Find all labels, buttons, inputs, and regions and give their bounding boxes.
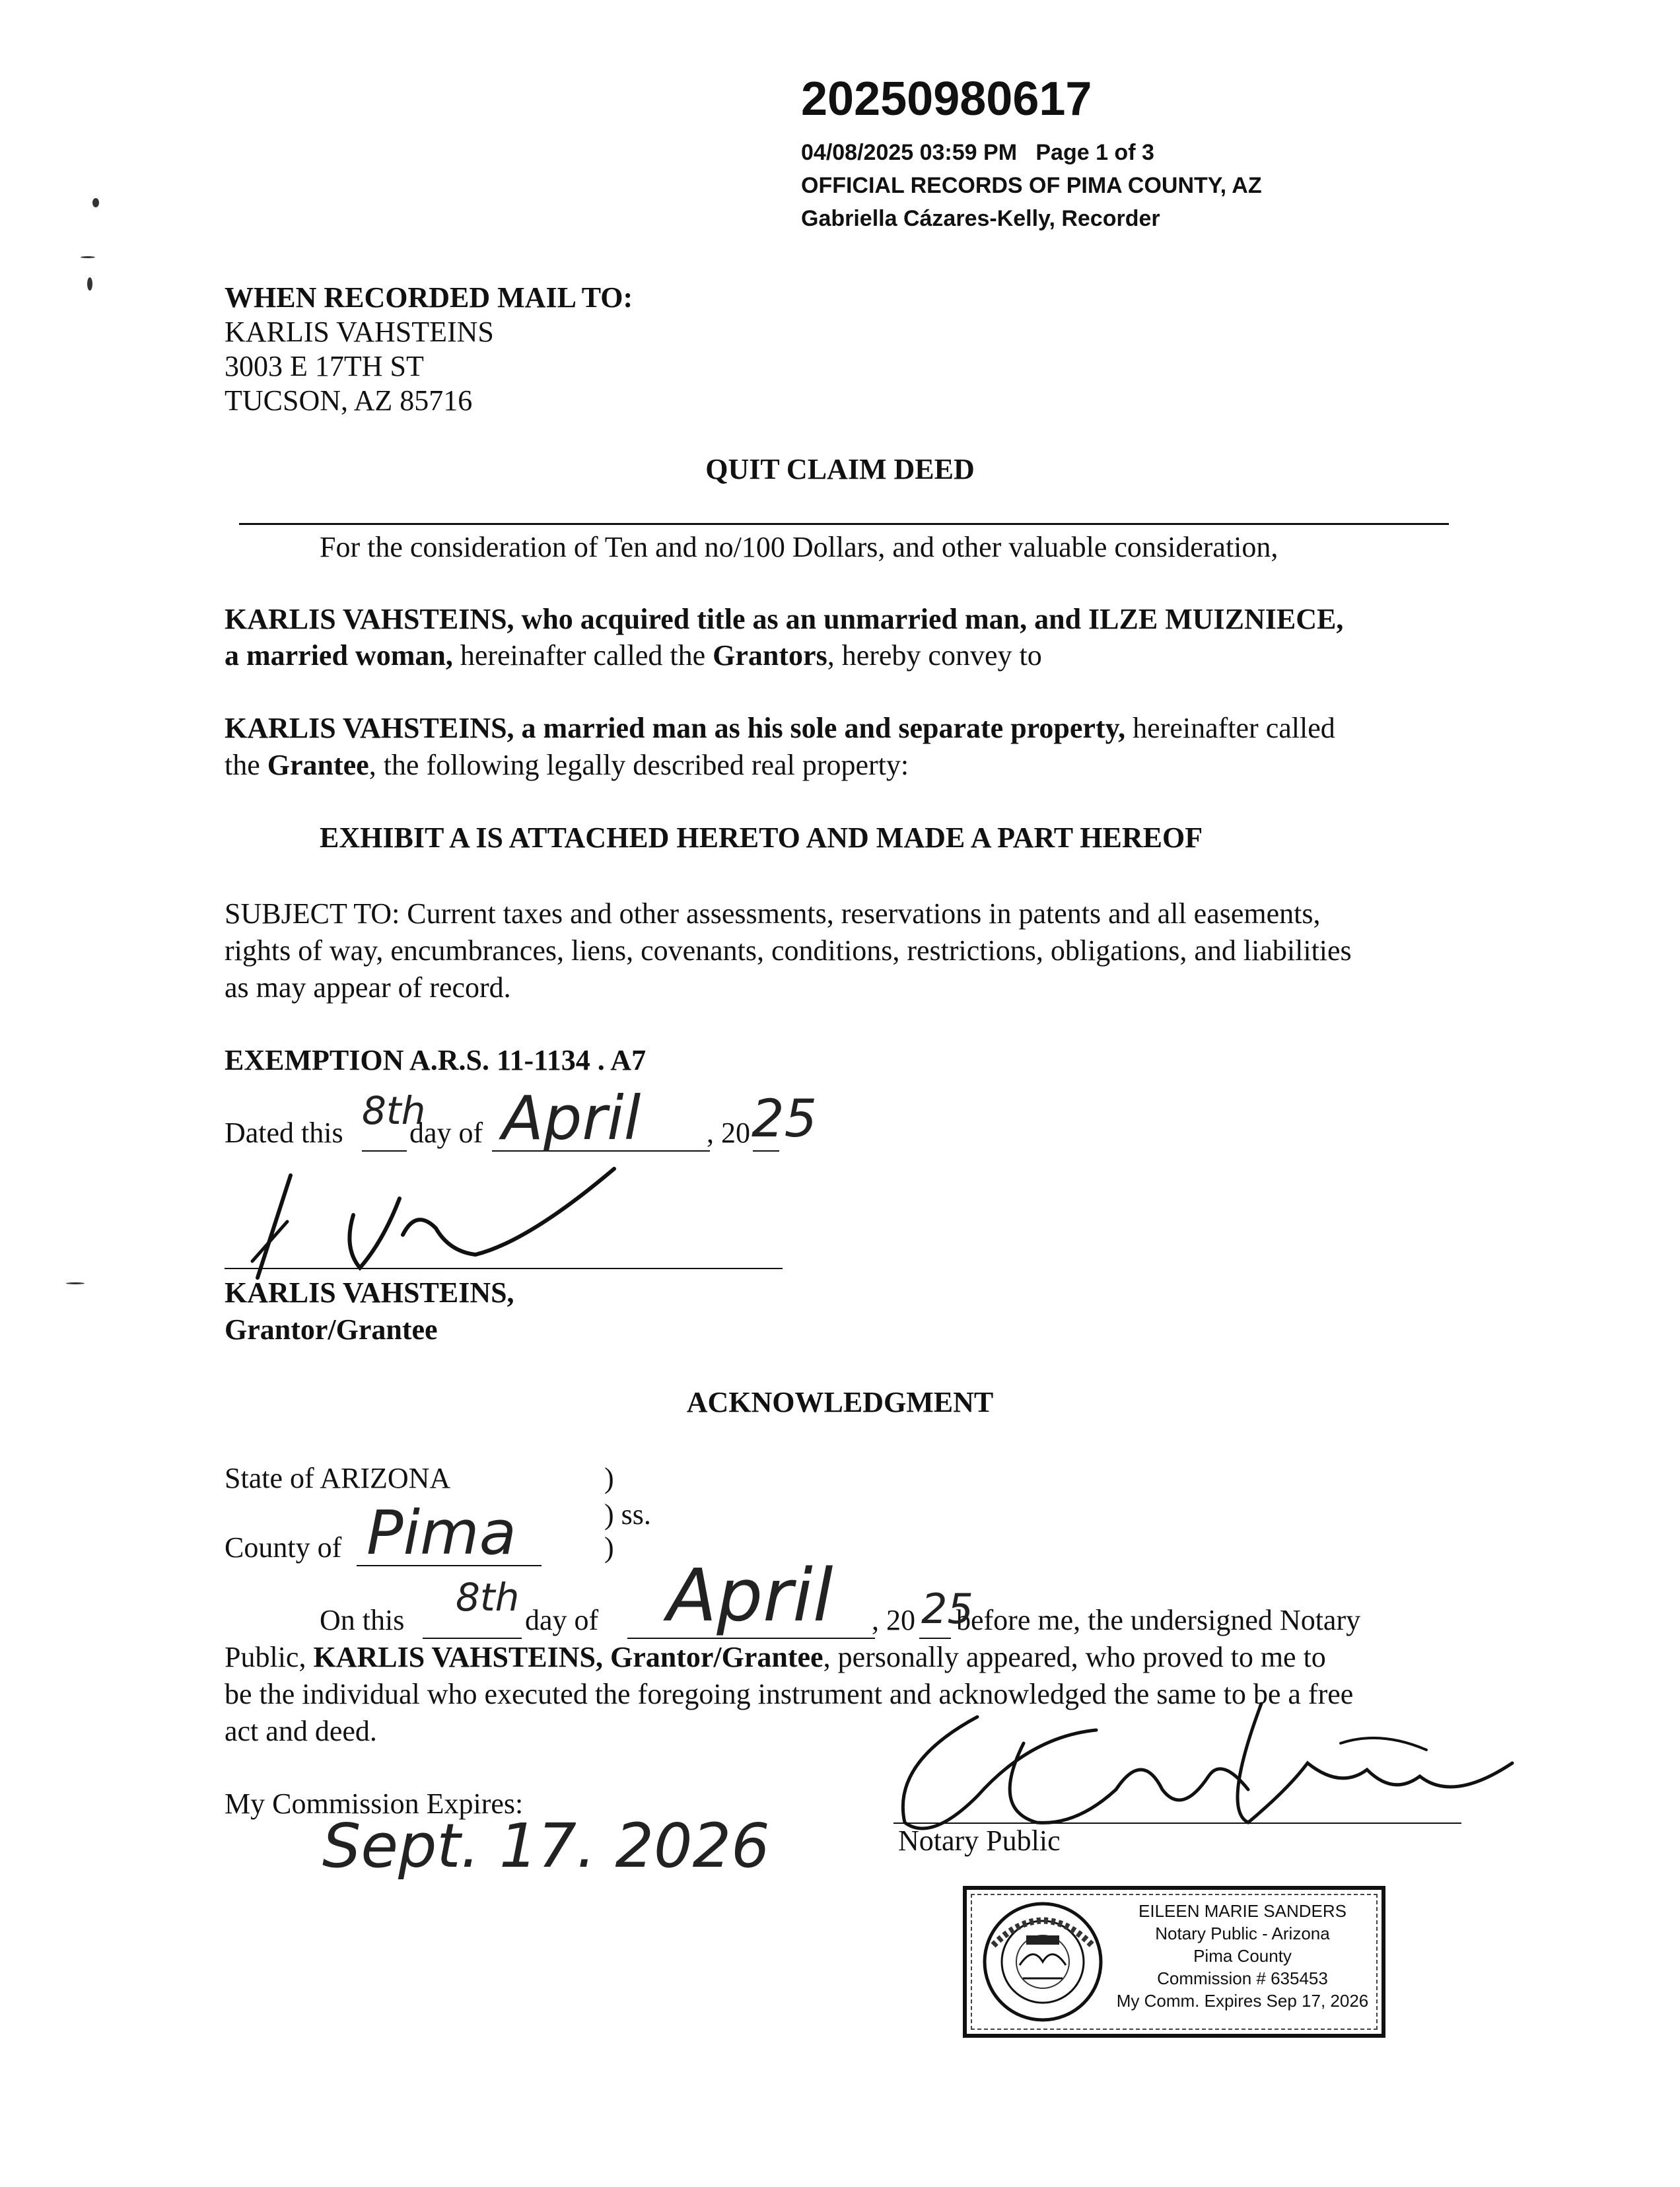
- grantee-name: KARLIS VAHSTEINS, a married man as his sole and separate property,: [225, 712, 1126, 744]
- signer-role: Grantor/Grantee: [225, 1313, 438, 1346]
- subject-to-line-3: as may appear of record.: [225, 971, 511, 1004]
- grantors-text-1: hereinafter called the: [452, 639, 713, 672]
- mail-to-name: KARLIS VAHSTEINS: [225, 316, 494, 348]
- ack-signer: KARLIS VAHSTEINS, Grantor/Grantee: [313, 1641, 823, 1673]
- grantors-woman: a married woman,: [225, 639, 453, 672]
- recording-office: OFFICIAL RECORDS OF PIMA COUNTY, AZ: [801, 173, 1262, 198]
- grantor-signature: [218, 1162, 627, 1281]
- grantors-line-2: [225, 639, 1042, 673]
- ack-appeared: , personally appeared, who proved to me to: [823, 1641, 1326, 1673]
- ack-year-blank: [919, 1638, 951, 1639]
- grantee-word: Grantee: [267, 749, 369, 781]
- ack-paren-1: ): [604, 1462, 614, 1494]
- dated-day-label: day of: [409, 1117, 483, 1149]
- notary-public-label: Notary Public: [898, 1824, 1061, 1857]
- title-divider: [239, 523, 1449, 525]
- mail-to-city: TUCSON, AZ 85716: [225, 384, 473, 417]
- notary-stamp: [963, 1886, 1385, 2038]
- grantee-line-2: [225, 748, 909, 782]
- consideration-text: For the consideration of Ten and no/100 Dollars, and other valuable consideration,: [320, 531, 1278, 563]
- handwritten-dated-day: 8th: [362, 1088, 426, 1133]
- handwritten-dated-year: 25: [752, 1090, 818, 1149]
- stamp-name: EILEEN MARIE SANDERS: [1138, 1901, 1347, 1921]
- grantee-text-3: , the following legally described real property:: [368, 749, 909, 781]
- ack-line-4: act and deed.: [225, 1715, 377, 1747]
- stamp-commission: Commission # 635453: [1157, 1968, 1328, 1988]
- handwritten-ack-month: April: [667, 1553, 833, 1638]
- grantor-signature-line: [225, 1268, 783, 1269]
- grantors-word: Grantors: [713, 639, 827, 672]
- dated-day-blank: [362, 1150, 407, 1152]
- scan-speck: [92, 198, 99, 207]
- mail-to-street: 3003 E 17TH ST: [225, 350, 424, 382]
- scan-speck: [87, 277, 92, 291]
- dated-prefix: Dated this: [225, 1117, 343, 1149]
- scan-speck: [66, 1282, 85, 1284]
- acknowledgment-heading: ACKNOWLEDGMENT: [686, 1386, 994, 1418]
- ack-state: State of ARIZONA: [225, 1462, 451, 1494]
- commission-label: My Commission Expires:: [225, 1788, 524, 1820]
- stamp-title: Notary Public - Arizona: [1155, 1924, 1330, 1943]
- grantors-line-1: KARLIS VAHSTEINS, who acquired title as an unmarried man, and ILZE MUIZNIECE,: [225, 603, 1344, 635]
- handwritten-dated-month: April: [502, 1083, 641, 1154]
- grantee-line-1: [225, 711, 1335, 746]
- scan-speck: [81, 256, 95, 258]
- arizona-seal-icon: [980, 1899, 1105, 2025]
- ack-paren-2: ): [604, 1531, 614, 1564]
- exhibit-statement: EXHIBIT A IS ATTACHED HERETO AND MADE A PART HEREOF: [320, 821, 1203, 854]
- ack-month-blank: [627, 1638, 875, 1639]
- ack-day-blank: [423, 1638, 522, 1639]
- ack-twenty: , 20: [872, 1604, 915, 1636]
- ack-day-of: day of: [525, 1604, 599, 1636]
- stamp-expires: My Comm. Expires Sep 17, 2026: [1116, 1991, 1369, 2011]
- grantee-text-2: the: [225, 749, 267, 781]
- signer-name: KARLIS VAHSTEINS,: [225, 1276, 514, 1309]
- dated-year-blank: [753, 1150, 779, 1152]
- ack-ss: ) ss.: [604, 1498, 651, 1531]
- ack-before: before me, the undersigned Notary: [956, 1604, 1361, 1636]
- subject-to-line-2: rights of way, encumbrances, liens, covenants, conditions, restrictions, obligations, and liabilities: [225, 934, 1352, 967]
- grantors-text-2: , hereby convey to: [827, 639, 1042, 672]
- ack-line-3: be the individual who executed the foregoing instrument and acknowledged the same to be a free: [225, 1678, 1354, 1710]
- ack-public: Public,: [225, 1641, 314, 1673]
- handwritten-commission-date: Sept. 17. 2026: [322, 1811, 770, 1881]
- deed-title: QUIT CLAIM DEED: [705, 453, 975, 485]
- ack-line-2: [225, 1640, 1326, 1675]
- handwritten-ack-year: 25: [921, 1585, 973, 1633]
- ack-county-label: County of: [225, 1531, 342, 1564]
- mail-to-heading: WHEN RECORDED MAIL TO:: [225, 281, 633, 314]
- subject-to-line-1: SUBJECT TO: Current taxes and other assessments, reservations in patents and all easements,: [225, 897, 1321, 930]
- grantee-text-1: hereinafter called: [1125, 712, 1335, 744]
- handwritten-ack-day: 8th: [456, 1575, 520, 1620]
- exemption-line: EXEMPTION A.R.S. 11-1134 . A7: [225, 1044, 647, 1076]
- handwritten-county: Pima: [367, 1498, 517, 1568]
- stamp-county: Pima County: [1193, 1946, 1292, 1966]
- recording-recorder: Gabriella Cázares-Kelly, Recorder: [801, 206, 1160, 231]
- ack-on-this: On this: [320, 1604, 405, 1636]
- recording-number: 20250980617: [801, 73, 1092, 125]
- recording-datetime: 04/08/2025 03:59 PM Page 1 of 3: [801, 140, 1154, 165]
- dated-year-prefix: , 20: [707, 1117, 750, 1149]
